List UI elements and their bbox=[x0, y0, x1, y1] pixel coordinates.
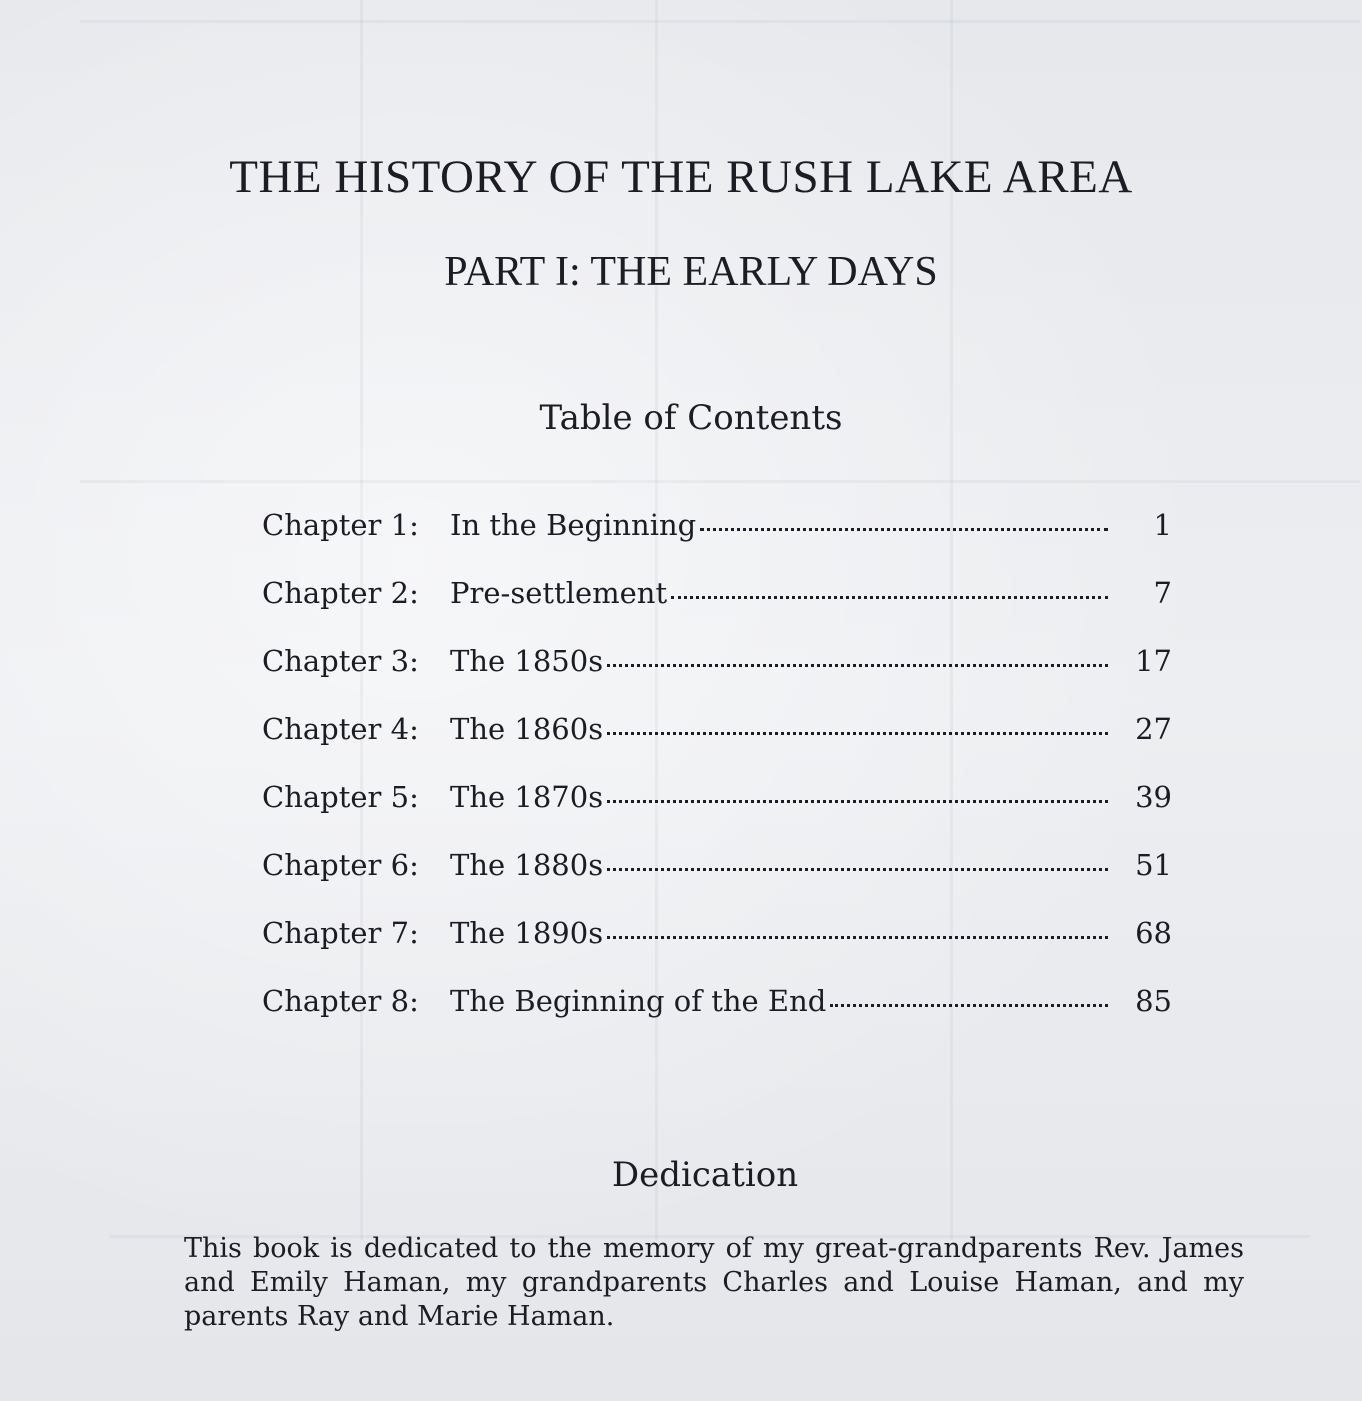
dedication-text: This book is dedicated to the memory of my great-grandparents Rev. James and Emily Haman, my grandparents Charles and Louise Haman, and my parents Ray and Marie Haman. bbox=[184, 1233, 1244, 1332]
toc-chapter-title: Pre-settlement bbox=[450, 576, 668, 610]
document-subtitle: PART I: THE EARLY DAYS bbox=[444, 249, 938, 295]
toc-entry bbox=[262, 916, 1172, 984]
toc-chapter-number: Chapter 4: bbox=[262, 712, 419, 746]
toc-chapter-number: Chapter 7: bbox=[262, 916, 419, 950]
toc-entry bbox=[262, 508, 1172, 576]
dot-leader bbox=[607, 936, 1108, 939]
toc-page-number: 85 bbox=[1135, 984, 1172, 1018]
toc-chapter-title: In the Beginning bbox=[450, 508, 697, 542]
show-through-line bbox=[80, 20, 1360, 23]
toc-chapter-number: Chapter 5: bbox=[262, 780, 419, 814]
toc-page-number: 68 bbox=[1135, 916, 1172, 950]
toc-page-number: 17 bbox=[1135, 644, 1172, 678]
toc-entry bbox=[262, 712, 1172, 780]
toc-chapter-title: The Beginning of the End bbox=[450, 984, 827, 1018]
toc-chapter-number: Chapter 8: bbox=[262, 984, 419, 1018]
toc-chapter-title: The 1890s bbox=[450, 916, 604, 950]
dot-leader bbox=[607, 664, 1108, 667]
toc-entry bbox=[262, 576, 1172, 644]
toc-entry bbox=[262, 780, 1172, 848]
toc-entry bbox=[262, 644, 1172, 712]
dedication-heading: Dedication bbox=[611, 1155, 799, 1195]
toc-chapter-title: The 1870s bbox=[450, 780, 604, 814]
toc-chapter-number: Chapter 6: bbox=[262, 848, 419, 882]
toc-entry bbox=[262, 848, 1172, 916]
dot-leader bbox=[607, 800, 1108, 803]
toc-page-number: 51 bbox=[1135, 848, 1172, 882]
toc-entry bbox=[262, 984, 1172, 1052]
dot-leader bbox=[607, 732, 1108, 735]
toc-page-number: 27 bbox=[1135, 712, 1172, 746]
toc-chapter-number: Chapter 3: bbox=[262, 644, 419, 678]
toc-chapter-title: The 1860s bbox=[450, 712, 604, 746]
show-through-line bbox=[80, 480, 1360, 483]
toc-page-number: 7 bbox=[1153, 576, 1172, 610]
table-of-contents bbox=[262, 508, 1172, 1052]
toc-page-number: 39 bbox=[1135, 780, 1172, 814]
toc-page-number: 1 bbox=[1153, 508, 1172, 542]
toc-chapter-number: Chapter 2: bbox=[262, 576, 419, 610]
toc-chapter-number: Chapter 1: bbox=[262, 508, 419, 542]
dot-leader bbox=[700, 528, 1108, 531]
toc-chapter-title: The 1850s bbox=[450, 644, 604, 678]
dot-leader bbox=[671, 596, 1108, 599]
toc-chapter-title: The 1880s bbox=[450, 848, 604, 882]
dot-leader bbox=[830, 1004, 1108, 1007]
document-title: THE HISTORY OF THE RUSH LAKE AREA bbox=[229, 151, 1133, 203]
dot-leader bbox=[607, 868, 1108, 871]
toc-heading: Table of Contents bbox=[539, 398, 843, 438]
